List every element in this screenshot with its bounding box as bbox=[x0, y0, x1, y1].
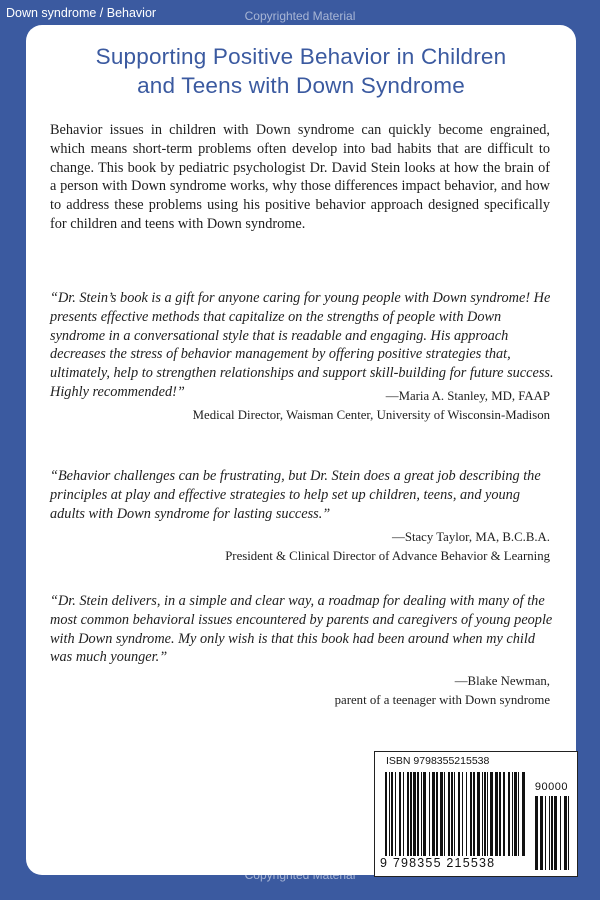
watermark-top: Copyrighted Material bbox=[244, 9, 356, 23]
title-line-2: and Teens with Down Syndrome bbox=[137, 73, 465, 98]
barcode-bar bbox=[423, 772, 426, 856]
barcode-bar bbox=[466, 772, 467, 856]
barcode-bar bbox=[391, 772, 393, 856]
intro-paragraph: Behavior issues in children with Down syndrome can quickly become engrained, which means short-term problems often develop into bad habits that are difficult to change. This book by pediatric psychologist Dr. David Stein looks at how the brain of a person with Down syndrome works, why those differences impact behavior, and how to address these problems using his positive behavior approach designed specifically for children and teens with Down syndrome. bbox=[50, 122, 550, 232]
barcode-bar bbox=[389, 772, 390, 856]
barcode-bar bbox=[568, 796, 569, 870]
testimonial-attribution bbox=[193, 387, 550, 424]
barcode-bar bbox=[508, 772, 510, 856]
barcode-bar bbox=[429, 772, 430, 856]
testimonial-author: —Stacy Taylor, MA, B.C.B.A. bbox=[392, 530, 550, 544]
barcode-bar bbox=[470, 772, 472, 856]
barcode-bar bbox=[395, 772, 396, 856]
barcode-bar bbox=[421, 772, 422, 856]
barcode-bar bbox=[407, 772, 409, 856]
barcode-bar bbox=[549, 796, 550, 870]
barcode-bar bbox=[399, 772, 401, 856]
barcode-bar bbox=[490, 772, 493, 856]
barcode-bar bbox=[432, 772, 435, 856]
barcode-bar bbox=[417, 772, 419, 856]
testimonial-affiliation: parent of a teenager with Down syndrome bbox=[334, 692, 550, 707]
testimonial-attribution bbox=[335, 672, 550, 709]
barcode-bar bbox=[484, 772, 486, 856]
isbn-digits: 9 798355 215538 bbox=[380, 856, 496, 870]
price-code: 90000 bbox=[534, 781, 568, 793]
barcode-bar bbox=[551, 796, 553, 870]
barcode-bar bbox=[499, 772, 501, 856]
testimonial-affiliation: Medical Director, Waisman Center, University of Wisconsin-Madison bbox=[192, 407, 550, 422]
testimonial-affiliation: President & Clinical Director of Advance Behavior & Learning bbox=[225, 548, 550, 563]
barcode-bar bbox=[454, 772, 455, 856]
barcode-bar bbox=[518, 772, 519, 856]
barcode-bar bbox=[540, 796, 543, 870]
barcode-bar bbox=[440, 772, 443, 856]
isbn-barcode bbox=[374, 751, 578, 877]
barcode-bar bbox=[448, 772, 450, 856]
barcode-bar bbox=[545, 796, 546, 870]
barcode-bar bbox=[436, 772, 438, 856]
barcode-bar bbox=[495, 772, 498, 856]
testimonial-author: —Maria A. Stanley, MD, FAAP bbox=[385, 389, 550, 403]
barcode-bar bbox=[487, 772, 488, 856]
barcode-bar bbox=[444, 772, 445, 856]
barcode-bar bbox=[451, 772, 453, 856]
barcode-bar bbox=[482, 772, 483, 856]
barcode-main-bars bbox=[385, 772, 525, 856]
watermark-bottom: Copyrighted Material bbox=[244, 868, 356, 882]
testimonial-author: —Blake Newman, bbox=[454, 674, 550, 688]
barcode-bar bbox=[413, 772, 416, 856]
testimonial-quote: “Dr. Stein’s book is a gift for anyone caring for young people with Down syndrome! He presents effective methods that capitalize on the strengths of people with Down syndrome in a conversational style that is readable and engaging. His approach decreases the stress of behavior management by offering positive strategies that, ultimately, help to strengthen relationships and support skill-building for future success. Highly recommended!” bbox=[50, 290, 554, 400]
back-cover-panel bbox=[26, 25, 576, 875]
testimonial-quote: “Dr. Stein delivers, in a simple and clear way, a roadmap for dealing with many of the most common behavioral issues encountered by parents and caregivers of young people with Down syndrome. My only wish is that this book had been around when my child was much younger.” bbox=[50, 593, 553, 666]
barcode-bar bbox=[458, 772, 460, 856]
barcode-addon-bars bbox=[535, 796, 569, 870]
barcode-bar bbox=[503, 772, 505, 856]
barcode-bar bbox=[512, 772, 513, 856]
barcode-bar bbox=[560, 796, 561, 870]
title-line-1: Supporting Positive Behavior in Children bbox=[95, 44, 507, 69]
barcode-bar bbox=[473, 772, 475, 856]
barcode-bar bbox=[385, 772, 387, 856]
barcode-bar bbox=[410, 772, 412, 856]
book-title bbox=[26, 42, 576, 100]
barcode-bar bbox=[522, 772, 525, 856]
testimonial-attribution bbox=[225, 528, 550, 565]
barcode-bar bbox=[514, 772, 517, 856]
barcode-bar bbox=[477, 772, 480, 856]
barcode-bar bbox=[554, 796, 557, 870]
barcode-bar bbox=[564, 796, 567, 870]
barcode-bar bbox=[462, 772, 463, 856]
isbn-label: ISBN 9798355215538 bbox=[386, 755, 490, 767]
category-label: Down syndrome / Behavior bbox=[6, 6, 157, 20]
barcode-bar bbox=[403, 772, 404, 856]
testimonial-quote: “Behavior challenges can be frustrating, but Dr. Stein does a great job describing the principles at play and effective strategies to help set up children, teens, and young adults with Down syndrome for lasting success.” bbox=[50, 468, 541, 522]
barcode-bar bbox=[535, 796, 538, 870]
